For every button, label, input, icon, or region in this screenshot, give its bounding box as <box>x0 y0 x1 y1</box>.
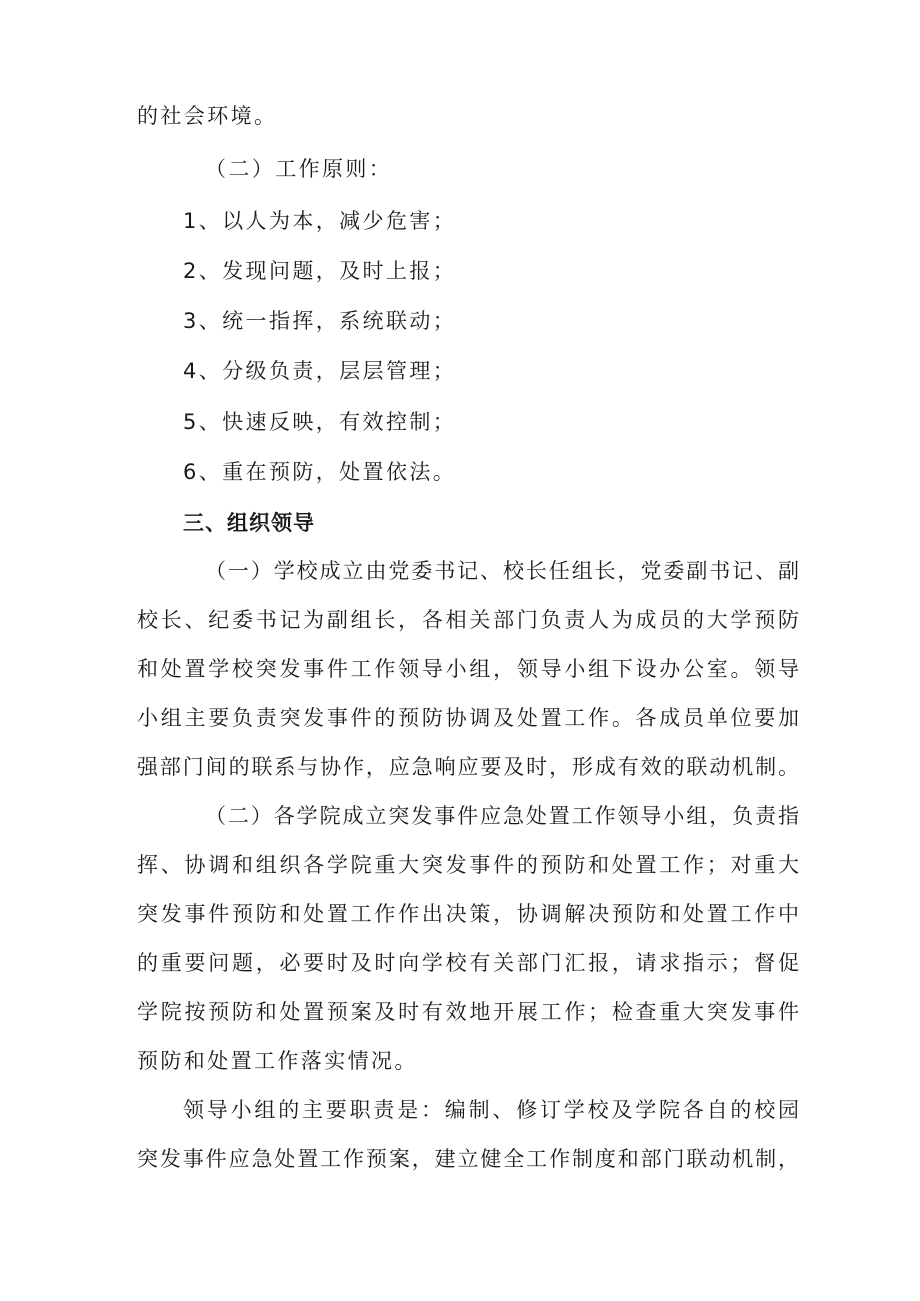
section-subheading: （二）工作原则： <box>205 157 393 181</box>
paragraph-line: 的重要问题，必要时及时向学校有关部门汇报，请求指示；督促 <box>137 951 799 975</box>
list-item: 3、统一指挥，系统联动； <box>183 309 457 333</box>
paragraph-line: 领导小组的主要职责是：编制、修订学校及学院各自的校园 <box>183 1098 799 1122</box>
list-item: 1、以人为本，减少危害； <box>183 209 457 233</box>
paragraph-line: 突发事件应急处置工作预案，建立健全工作制度和部门联动机制， <box>137 1147 799 1171</box>
paragraph-line: 突发事件预防和处置工作作出决策，协调解决预防和处置工作中 <box>137 902 799 926</box>
section-heading: 三、组织领导 <box>183 511 315 535</box>
text-line: 的社会环境。 <box>137 104 278 128</box>
paragraph-line: 强部门间的联系与协作，应急响应要及时，形成有效的联动机制。 <box>137 755 799 779</box>
paragraph-line: 挥、协调和组织各学院重大突发事件的预防和处置工作；对重大 <box>137 853 799 877</box>
list-item: 2、发现问题，及时上报； <box>183 259 457 283</box>
paragraph-line: 校长、纪委书记为副组长，各相关部门负责人为成员的大学预防 <box>137 608 799 632</box>
list-item: 6、重在预防，处置依法。 <box>183 460 457 484</box>
paragraph-line: （一）学校成立由党委书记、校长任组长，党委副书记、副 <box>205 559 799 583</box>
paragraph-line: 和处置学校突发事件工作领导小组，领导小组下设办公室。领导 <box>137 657 799 681</box>
list-item: 5、快速反映，有效控制； <box>183 410 457 434</box>
paragraph-line: 学院按预防和处置预案及时有效地开展工作；检查重大突发事件 <box>137 1000 799 1024</box>
paragraph-line: （二）各学院成立突发事件应急处置工作领导小组，负责指 <box>205 804 799 828</box>
list-item: 4、分级负责，层层管理； <box>183 359 457 383</box>
paragraph-line: 预防和处置工作落实情况。 <box>137 1049 418 1073</box>
paragraph-line: 小组主要负责突发事件的预防协调及处置工作。各成员单位要加 <box>137 706 799 730</box>
